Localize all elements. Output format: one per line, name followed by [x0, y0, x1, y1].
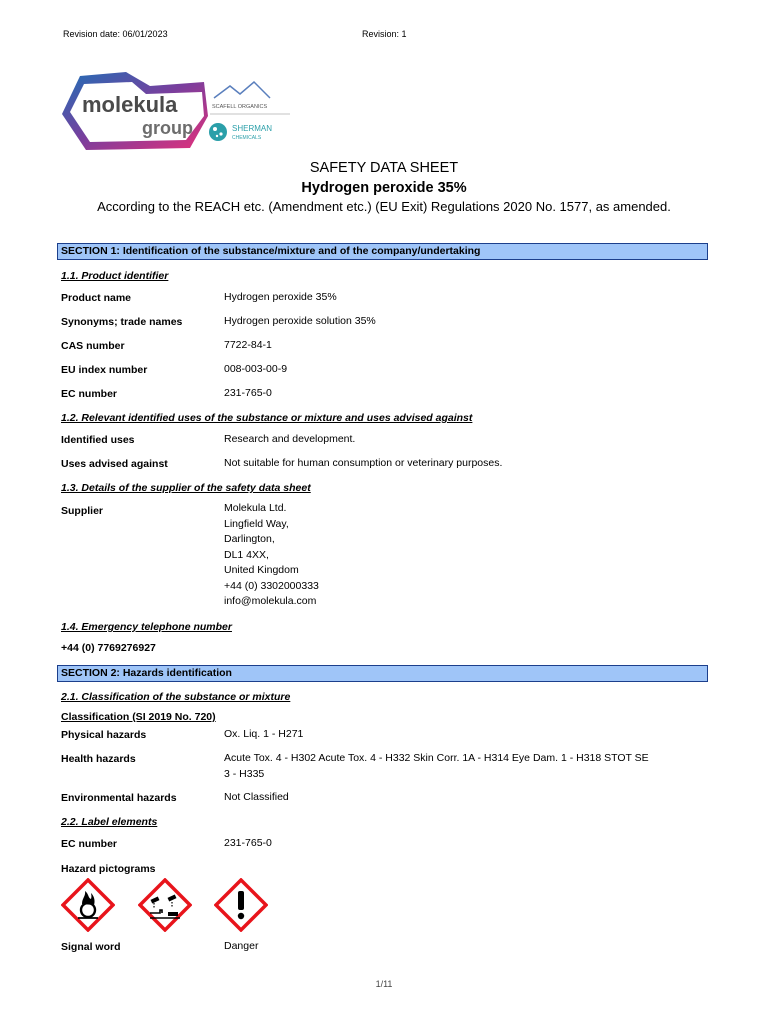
cas-number-value: 7722-84-1 — [224, 339, 272, 351]
revision-date: Revision date: 06/01/2023 — [63, 29, 168, 39]
svg-text:SHERMAN: SHERMAN — [232, 124, 273, 133]
synonyms-label: Synonyms; trade names — [61, 316, 183, 328]
page-number: 1/11 — [375, 979, 393, 989]
product-title: Hydrogen peroxide 35% — [301, 180, 467, 196]
exclamation-icon — [214, 878, 268, 932]
hazard-pictograms-label: Hazard pictograms — [61, 863, 156, 875]
physical-hazards-label: Physical hazards — [61, 729, 147, 741]
emergency-phone: +44 (0) 7769276927 — [61, 642, 156, 654]
health-hazards-line: Acute Tox. 4 - H302 Acute Tox. 4 - H332 Skin Corr. 1A - H314 Eye Dam. 1 - H318 STOT SE — [224, 752, 649, 764]
label-ec-number-value: 231-765-0 — [224, 837, 272, 849]
supplier-address — [224, 501, 319, 610]
corrosive-icon — [138, 878, 192, 932]
subsection-2-2-title: 2.2. Label elements — [61, 816, 158, 828]
signal-word-value: Danger — [224, 940, 259, 952]
company-logos — [62, 72, 302, 152]
cas-number-label: CAS number — [61, 340, 125, 352]
oxidiser-icon — [61, 878, 115, 932]
supplier-line: Lingfield Way, — [224, 517, 289, 530]
section-1-header: SECTION 1: Identification of the substance/mixture and of the company/undertaking — [57, 243, 708, 260]
subsection-1-4-title: 1.4. Emergency telephone number — [61, 621, 232, 633]
ec-number-value: 231-765-0 — [224, 387, 272, 399]
identified-uses-value: Research and development. — [224, 433, 356, 445]
product-name-value: Hydrogen peroxide 35% — [224, 291, 337, 303]
supplier-line: United Kingdom — [224, 564, 299, 576]
regulation-text: According to the REACH etc. (Amendment etc.) (EU Exit) Regulations 2020 No. 1577, as amended. — [97, 199, 671, 214]
health-hazards-label: Health hazards — [61, 753, 136, 765]
svg-text:group: group — [142, 118, 193, 138]
supplier-label: Supplier — [61, 505, 104, 517]
supplier-line: Darlington, — [224, 533, 275, 545]
identified-uses-label: Identified uses — [61, 434, 135, 446]
supplier-phone: +44 (0) 3302000333 — [224, 579, 319, 592]
svg-text:molekula: molekula — [82, 92, 178, 117]
subsection-1-3-title: 1.3. Details of the supplier of the safety data sheet — [61, 482, 311, 494]
molekula-logo — [62, 72, 302, 152]
uses-advised-against-value: Not suitable for human consumption or veterinary purposes. — [224, 457, 503, 469]
subsection-2-1-title: 2.1. Classification of the substance or mixture — [61, 691, 291, 703]
product-name-label: Product name — [61, 292, 132, 304]
supplier-line: Molekula Ltd. — [224, 502, 287, 514]
subsection-1-1-title: 1.1. Product identifier — [61, 270, 169, 282]
eu-index-label: EU index number — [61, 364, 148, 376]
ec-number-label: EC number — [61, 388, 118, 400]
revision-number: Revision: 1 — [362, 29, 407, 39]
svg-text:SCAFELL ORGANICS: SCAFELL ORGANICS — [212, 104, 268, 110]
uses-advised-against-label: Uses advised against — [61, 458, 168, 470]
signal-word-label: Signal word — [61, 941, 121, 953]
environmental-hazards-label: Environmental hazards — [61, 792, 177, 804]
health-hazards-line: 3 - H335 — [224, 767, 265, 780]
document-title: SAFETY DATA SHEET — [309, 160, 459, 176]
subsection-1-2-title: 1.2. Relevant identified uses of the substance or mixture and uses advised against — [61, 412, 473, 424]
section-2-header: SECTION 2: Hazards identification — [57, 665, 708, 682]
synonyms-value: Hydrogen peroxide solution 35% — [224, 315, 376, 327]
eu-index-value: 008-003-00-9 — [224, 363, 288, 375]
environmental-hazards-value: Not Classified — [224, 791, 289, 803]
svg-text:CHEMICALS: CHEMICALS — [232, 135, 262, 141]
supplier-line: DL1 4XX, — [224, 548, 269, 561]
classification-heading: Classification (SI 2019 No. 720) — [61, 711, 216, 723]
supplier-email: info@molekula.com — [224, 595, 317, 607]
label-ec-number-label: EC number — [61, 838, 118, 850]
physical-hazards-value: Ox. Liq. 1 - H271 — [224, 728, 304, 740]
health-hazards-value — [224, 751, 708, 782]
